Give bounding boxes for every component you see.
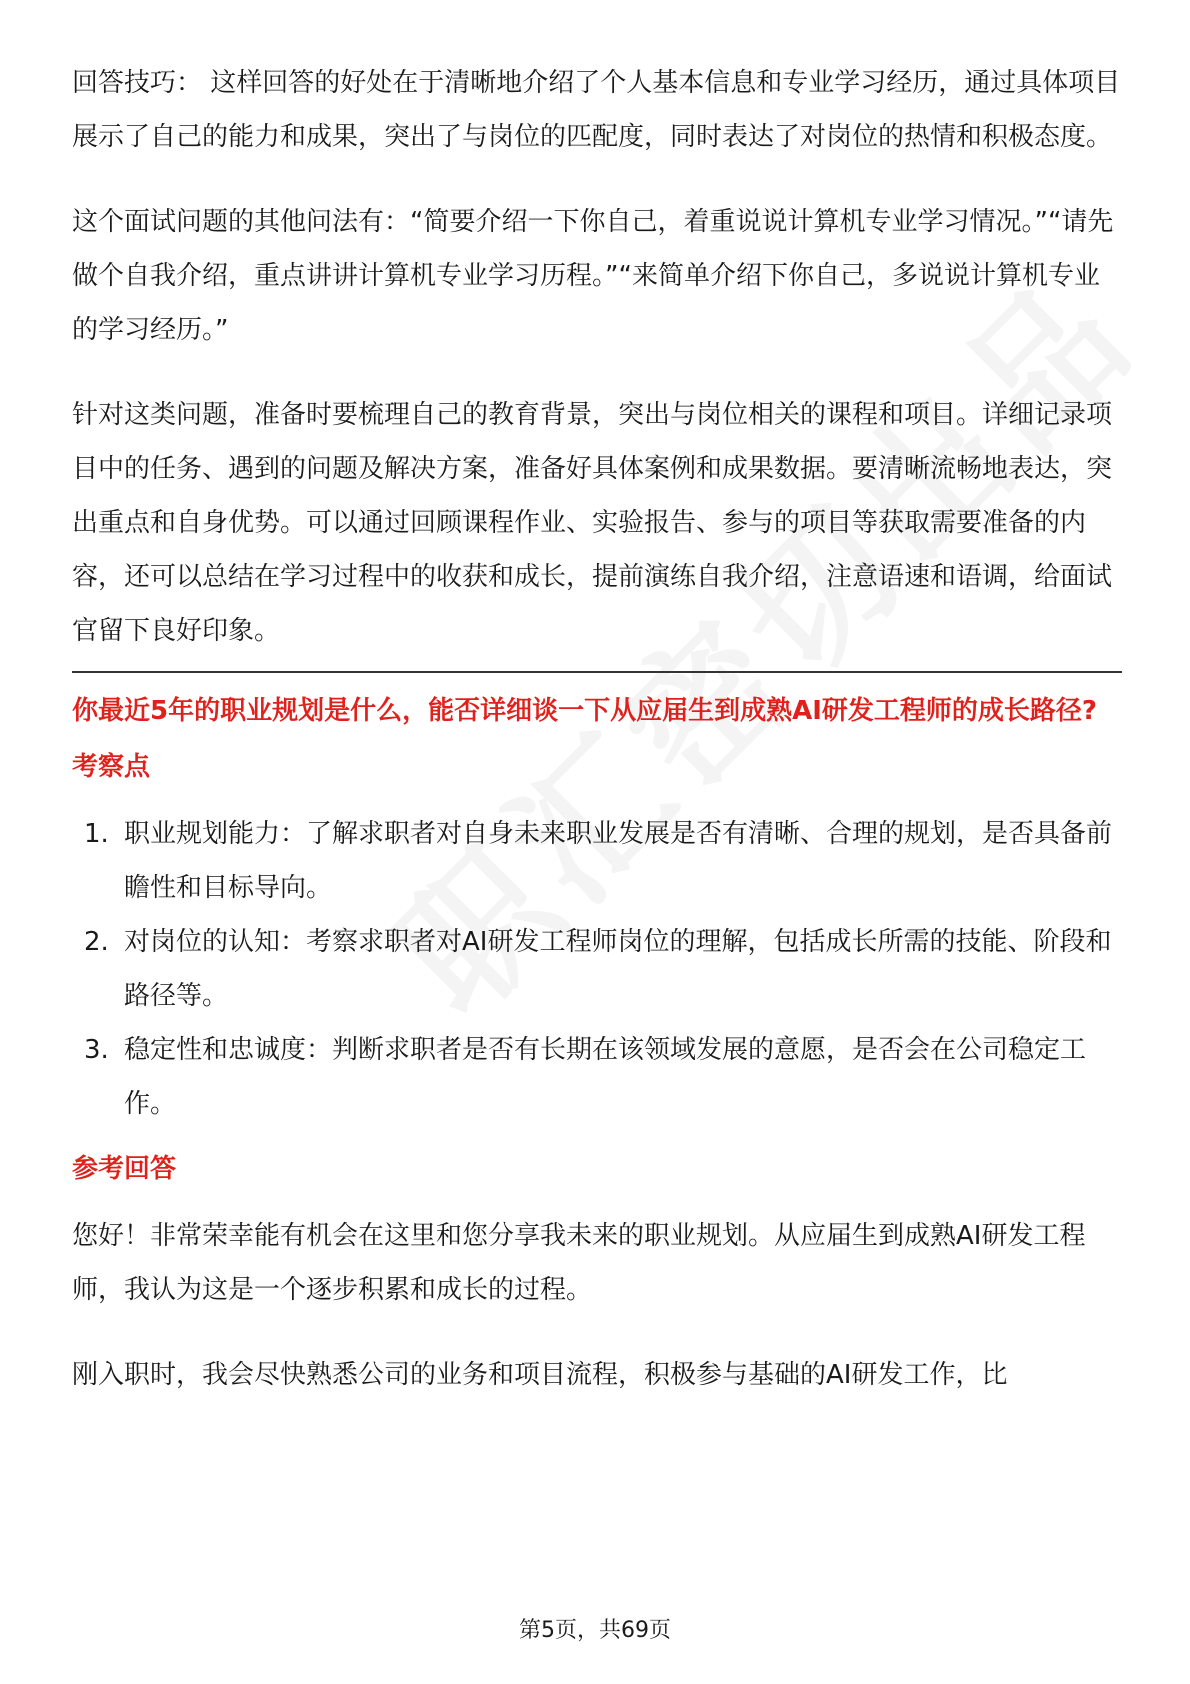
- evaluation-points-list: [72, 807, 1122, 1131]
- page-number-footer: 第5页，共69页: [519, 1618, 671, 1643]
- list-item: [72, 1023, 1122, 1131]
- list-item: [72, 807, 1122, 915]
- paragraph-preparation-advice: 针对这类问题，准备时要梳理自己的教育背景，突出与岗位相关的课程和项目。详细记录项目中的任务、遇到的问题及解决方案，准备好具体案例和成果数据。要清晰流畅地表达，突出重点和自身优势。可以通过回顾课程作业、实验报告、参与的项目等获取需要准备的内容，还可以总结在学习过程中的收获和成长，提前演练自我介绍，注意语速和语调，给面试官留下良好印象。: [72, 400, 1113, 646]
- list-item-number: 2.: [84, 927, 109, 957]
- section-divider: [72, 671, 1122, 673]
- list-item-number: 1.: [84, 819, 109, 849]
- section-heading-kaochadian: 考察点: [72, 752, 151, 782]
- list-item-text: 职业规划能力：了解求职者对自身未来职业发展是否有清晰、合理的规划，是否具备前瞻性和目标导向。: [124, 819, 1113, 903]
- question-heading: 你最近5年的职业规划是什么，能否详细谈一下从应届生到成熟AI研发工程师的成长路径?: [72, 696, 1097, 726]
- paragraph-reference-answer-intro: 您好！非常荣幸能有机会在这里和您分享我未来的职业规划。从应届生到成熟AI研发工程师，我认为这是一个逐步积累和成长的过程。: [72, 1221, 1086, 1305]
- list-item-text: 稳定性和忠诚度：判断求职者是否有长期在该领域发展的意愿，是否会在公司稳定工作。: [124, 1035, 1087, 1119]
- list-item: [72, 915, 1122, 1023]
- list-item-text: 对岗位的认知：考察求职者对AI研发工程师岗位的理解，包括成长所需的技能、阶段和路径等。: [124, 927, 1112, 1011]
- page-content: [72, 56, 1122, 1433]
- paragraph-alternative-questions: 这个面试问题的其他问法有：“简要介绍一下你自己，着重说说计算机专业学习情况。”“请先做个自我介绍，重点讲讲计算机专业学习历程。”“来简单介绍下你自己，多说说计算机专业的学习经历。”: [72, 207, 1114, 345]
- paragraph-answer-tips: 回答技巧： 这样回答的好处在于清晰地介绍了个人基本信息和专业学习经历，通过具体项目展示了自己的能力和成果，突出了与岗位的匹配度，同时表达了对岗位的热情和积极态度。: [72, 68, 1121, 152]
- paragraph-reference-answer-first-stage: 刚入职时，我会尽快熟悉公司的业务和项目流程，积极参与基础的AI研发工作，比: [72, 1360, 1008, 1390]
- list-item-number: 3.: [84, 1035, 109, 1065]
- section-heading-cankao: 参考回答: [72, 1154, 177, 1184]
